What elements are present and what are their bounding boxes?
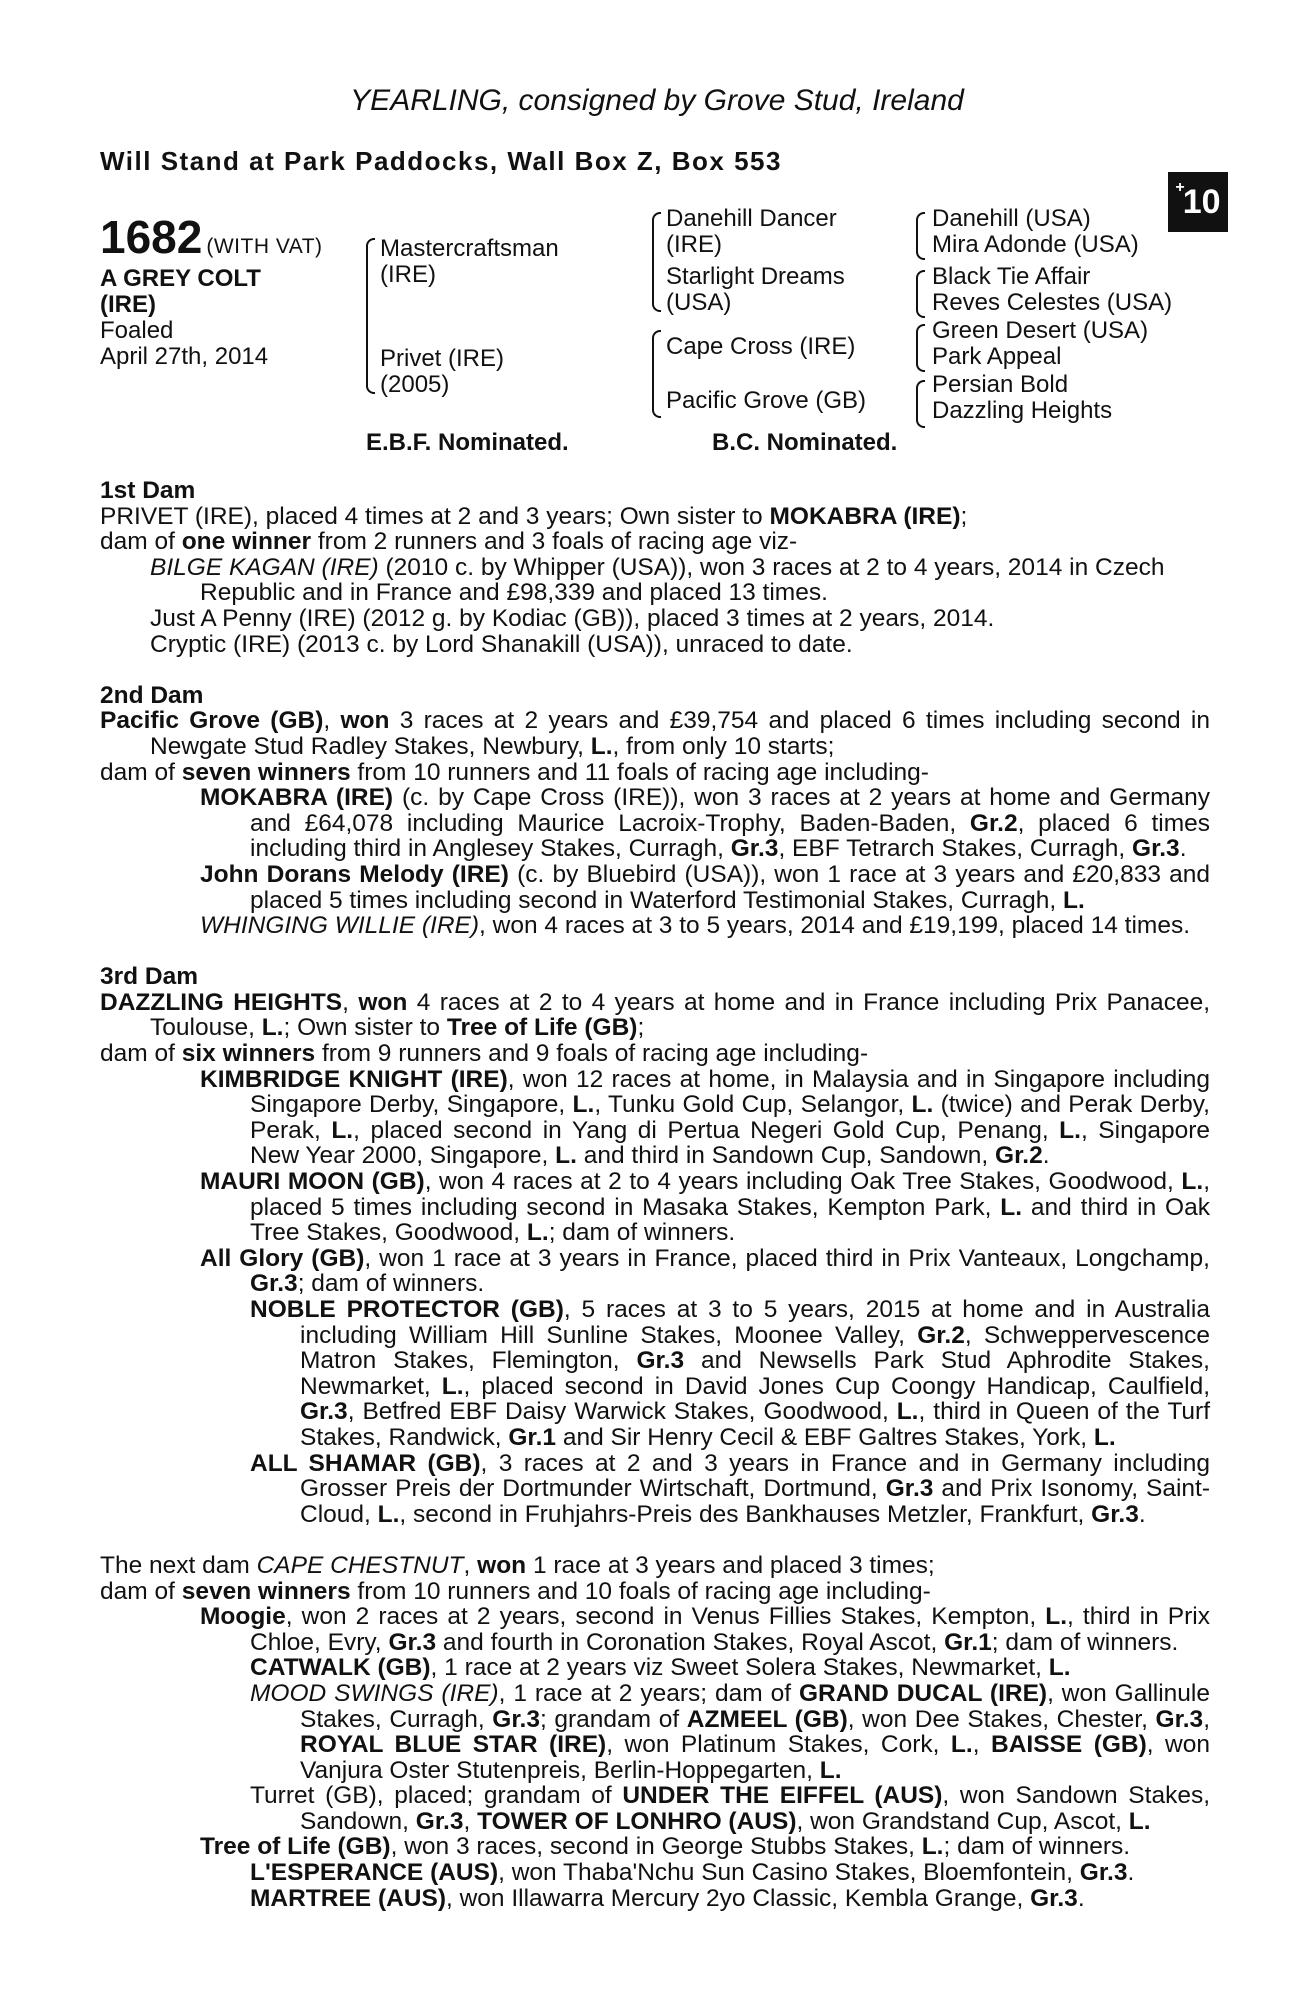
sire-country: (IRE) (380, 261, 436, 288)
paragraph: MARTREE (AUS), won Illawarra Mercury 2yo Classic, Kembla Grange, Gr.3. (250, 1884, 1085, 1912)
dam-dam: Pacific Grove (GB) (666, 387, 867, 414)
brace-icon (916, 270, 925, 318)
paragraph: DAZZLING HEIGHTS, won 4 races at 2 to 4 years at home and in France including Prix Panacee, Toulouse, L.; Own sister to Tree of Life (GB); (100, 988, 1210, 1042)
sire-name: Mastercraftsman (380, 235, 559, 262)
paragraph: MOKABRA (IRE) (c. by Cape Cross (IRE)), won 3 races at 2 years at home and Germany and £64,078 including Maurice Lacroix-Trophy, Baden-Baden, Gr.2, placed 6 times including third in Anglesey Stakes, Curragh, Gr.3, EBF Tetrarch Stakes, Curragh, Gr.3. (200, 784, 1211, 863)
badge-number: 10 (1182, 182, 1221, 221)
paragraph: dam of one winner from 2 runners and 3 foals of racing age viz- (100, 528, 798, 556)
paragraph: dam of seven winners from 10 runners and 10 foals of racing age including- (100, 1577, 931, 1605)
paragraph: ALL SHAMAR (GB), 3 races at 2 and 3 years in France and in Germany including Grosser Preis der Dortmunder Wirtschaft, Dortmund, Gr.3 and Prix Isonomy, Saint-Cloud, L., second in Fruhjahrs-Preis des Bankhauses Metzler, Frankfurt, Gr.3. (250, 1449, 1210, 1528)
section-heading: 3rd Dam (100, 963, 199, 991)
paragraph: BILGE KAGAN (IRE) (2010 c. by Whipper (USA)), won 3 races at 2 to 4 years, 2014 in Czech Republic and in France and £98,339 and placed 13 times. (150, 553, 1165, 607)
ebf-nominated: E.B.F. Nominated. (366, 429, 569, 456)
paragraph: Just A Penny (IRE) (2012 g. by Kodiac (GB)), placed 3 times at 2 years, 2014. (150, 604, 995, 632)
sire-dam-country: (USA) (666, 289, 732, 316)
paragraph: All Glory (GB), won 1 race at 3 years in France, placed third in Prix Vanteaux, Longchamp, Gr.3; dam of winners. (200, 1244, 1210, 1298)
paragraph: KIMBRIDGE KNIGHT (IRE), won 12 races at home, in Malaysia and in Singapore including Singapore Derby, Singapore, L., Tunku Gold Cup, Selangor, L. (twice) and Perak Derby, Perak, L., placed second in Yang di Pertua Negeri Gold Cup, Penang, L., Singapore New Year 2000, Singapore, L. and third in Sandown Cup, Sandown, Gr.2. (200, 1065, 1210, 1170)
sire-sire: Danehill Dancer (666, 205, 837, 232)
paragraph: dam of seven winners from 10 runners and 11 foals of racing age including- (100, 758, 929, 786)
brace-icon (916, 380, 925, 428)
paragraph: WHINGING WILLIE (IRE), won 4 races at 3 to 5 years, 2014 and £19,199, placed 14 times. (200, 912, 1191, 940)
lot-desc-2: (IRE) (100, 291, 156, 318)
paragraph: NOBLE PROTECTOR (GB), 5 races at 3 to 5 years, 2015 at home and in Australia including William Hill Sunline Stakes, Moonee Valley, Gr.2, Schweppervescence Matron Stakes, Flemington, Gr.3 and Newsells Park Stud Aphrodite Stakes, Newmarket, L., placed second in David Jones Cup Coongy Handicap, Caulfield, Gr.3, Betfred EBF Daisy Warwick Stakes, Goodwood, L., third in Queen of the Turf Stakes, Randwick, Gr.1 and Sir Henry Cecil & EBF Galtres Stakes, York, L. (250, 1296, 1210, 1451)
brace-icon (652, 212, 661, 312)
sire-dam: Starlight Dreams (666, 263, 845, 290)
sire-sire-country: (IRE) (666, 231, 722, 258)
lot-desc-1: A GREY COLT (100, 265, 261, 292)
dam-year: (2005) (380, 371, 450, 398)
paragraph: MOOD SWINGS (IRE), 1 race at 2 years; dam of GRAND DUCAL (IRE), won Gallinule Stakes, Curragh, Gr.3; grandam of AZMEEL (GB), won Dee Stakes, Chester, Gr.3, ROYAL BLUE STAR (IRE), won Platinum Stakes, Cork, L., BAISSE (GB), won Vanjura Oster Stutenpreis, Berlin-Hoppegarten, L. (250, 1679, 1211, 1784)
dam-sire: Cape Cross (IRE) (666, 333, 856, 360)
section-heading: 1st Dam (100, 477, 196, 504)
paragraph: The next dam CAPE CHESTNUT, won 1 race at 3 years and placed 3 times; (100, 1551, 935, 1579)
catalogue-title: YEARLING, consigned by Grove Stud, Ireland (350, 84, 964, 117)
grandsire-3: Black Tie Affair (932, 263, 1091, 290)
page-badge: + 10 (1168, 172, 1228, 232)
paragraph: dam of six winners from 9 runners and 9 foals of racing age including- (100, 1040, 869, 1068)
paragraph: Moogie, won 2 races at 2 years, second in Venus Fillies Stakes, Kempton, L., third in Prix Chloe, Evry, Gr.3 and fourth in Coronation Stakes, Royal Ascot, Gr.1; dam of winners. (200, 1603, 1210, 1656)
grandsire-2: Mira Adonde (USA) (932, 231, 1139, 258)
grandsire-5: Green Desert (USA) (932, 317, 1149, 344)
brace-icon (916, 212, 925, 260)
grandsire-6: Park Appeal (932, 343, 1062, 370)
bc-nominated: B.C. Nominated. (712, 429, 898, 456)
paragraph: John Dorans Melody (IRE) (c. by Bluebird (USA)), won 1 race at 3 years and £20,833 and placed 5 times including second in Waterford Testimonial Stakes, Curragh, L. (200, 860, 1210, 914)
vat-note: (WITH VAT) (206, 235, 323, 258)
paragraph: Cryptic (IRE) (2013 c. by Lord Shanakill (USA)), unraced to date. (150, 630, 853, 658)
paragraph: CATWALK (GB), 1 race at 2 years viz Sweet Solera Stakes, Newmarket, L. (250, 1654, 1071, 1682)
brace-icon (916, 324, 925, 372)
grandsire-7: Persian Bold (932, 371, 1069, 398)
grandsire-8: Dazzling Heights (932, 397, 1113, 424)
paragraph: Tree of Life (GB), won 3 races, second in George Stubbs Stakes, L.; dam of winners. (200, 1833, 1131, 1861)
section-heading: 2nd Dam (100, 681, 204, 709)
paragraph: L'ESPERANCE (AUS), won Thaba'Nchu Sun Casino Stakes, Bloemfontein, Gr.3. (250, 1859, 1135, 1887)
grandsire-1: Danehill (USA) (932, 205, 1091, 232)
stand-location: Will Stand at Park Paddocks, Wall Box Z, Box 553 (100, 146, 782, 176)
paragraph: Pacific Grove (GB), won 3 races at 2 years and £39,754 and placed 6 times including second in Newgate Stud Radley Stakes, Newbury, L., from only 10 starts; (100, 707, 1210, 760)
foaled-date: April 27th, 2014 (100, 343, 269, 370)
brace-icon (366, 238, 375, 394)
dam-history (100, 478, 1210, 1911)
paragraph: PRIVET (IRE), placed 4 times at 2 and 3 years; Own sister to MOKABRA (IRE); (100, 502, 968, 530)
dam-name: Privet (IRE) (380, 345, 505, 372)
brace-icon (652, 330, 661, 418)
lot-number-value: 1682 (100, 211, 203, 263)
paragraph: Turret (GB), placed; grandam of UNDER THE EIFFEL (AUS), won Sandown Stakes, Sandown, Gr.3, TOWER OF LONHRO (AUS), won Grandstand Cup, Ascot, L. (250, 1782, 1210, 1835)
foaled-label: Foaled (100, 317, 174, 344)
grandsire-4: Reves Celestes (USA) (932, 289, 1173, 316)
lot-number (100, 210, 323, 264)
paragraph: MAURI MOON (GB), won 4 races at 2 to 4 years including Oak Tree Stakes, Goodwood, L., placed 5 times including second in Masaka Stakes, Kempton Park, L. and third in Oak Tree Stakes, Goodwood, L.; dam of winners. (200, 1168, 1210, 1247)
